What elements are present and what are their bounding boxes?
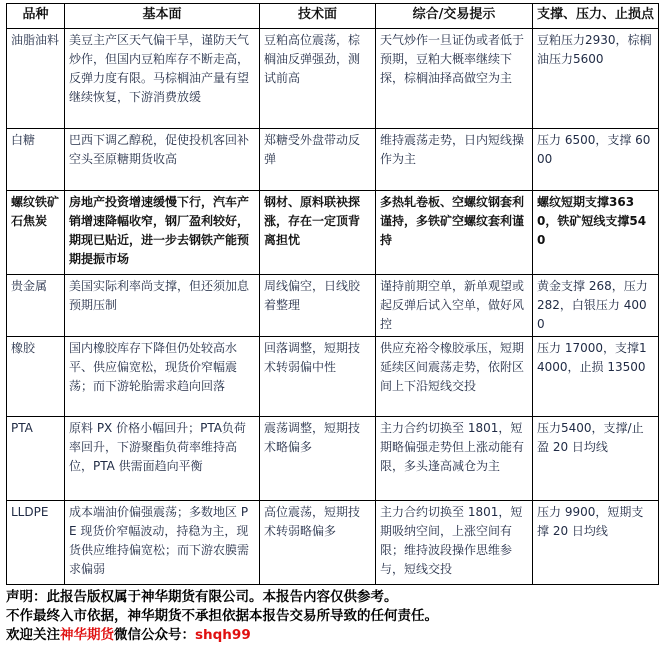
- levels-cell: 压力 9900，短期支撑 20 日均线: [533, 501, 659, 585]
- wechat-line: [6, 626, 658, 645]
- header-levels: 支撑、压力、止损点: [533, 4, 659, 29]
- technical-cell: 回落调整，短期技术转弱偏中性: [260, 337, 376, 417]
- fundamental-cell: 成本端油价偏强震荡；多数地区 PE 现货价窄幅波动，持稳为主，现货供应维持偏宽松；而下游农膜需求偏弱: [65, 501, 260, 585]
- header-technical: 技术面: [260, 4, 376, 29]
- summary-cell: 谨持前期空单，新单观望或起反弹后试入空单，做好风控: [376, 275, 533, 337]
- wechat-prefix: 欢迎关注: [6, 627, 60, 643]
- summary-cell: 主力合约切换至 1801，短期略偏强走势但上涨动能有限，多头逢高减仓为主: [376, 417, 533, 501]
- wechat-id: shqh99: [195, 627, 251, 643]
- disclaimer-line: 声明：此报告版权属于神华期货有限公司。本报告内容仅供参考。: [6, 589, 398, 605]
- fundamental-cell: 房地产投资增速缓慢下行，汽车产销增速降幅收窄，钢厂盈利较好，期现已贴近，进一步去钢铁产能预期提振市场: [65, 191, 260, 275]
- disclaimer-line: 不作最终入市依据，神华期货不承担依据本报告交易所导致的任何责任。: [6, 608, 438, 624]
- variety-cell: LLDPE: [7, 501, 65, 585]
- table-row: [7, 129, 659, 191]
- header-fundamental: 基本面: [65, 4, 260, 29]
- disclaimer-footer: [6, 588, 658, 645]
- variety-cell: PTA: [7, 417, 65, 501]
- summary-cell: 天气炒作一旦证伪或者低于预期，豆粕大概率继续下探，棕榈油择高做空为主: [376, 29, 533, 129]
- header-variety: 品种: [7, 4, 65, 29]
- fundamental-cell: 国内橡胶库存下降但仍处较高水平、供应偏宽松，现货价窄幅震荡；而下游轮胎需求趋向回落: [65, 337, 260, 417]
- brand-name: 神华期货: [60, 627, 114, 643]
- fundamental-cell: 美国实际利率尚支撑，但还须加息预期压制: [65, 275, 260, 337]
- wechat-label: 微信公众号：: [114, 627, 195, 643]
- levels-cell: 黄金支撑 268，压力282，白银压力 4000: [533, 275, 659, 337]
- table-row: [7, 417, 659, 501]
- summary-cell: 多热轧卷板、空螺纹钢套利谨持，多铁矿空螺纹套利谨持: [376, 191, 533, 275]
- technical-cell: 钢材、原料联袂探涨，存在一定顶背离担忧: [260, 191, 376, 275]
- technical-cell: 郑糖受外盘带动反弹: [260, 129, 376, 191]
- header-row: [7, 4, 659, 29]
- variety-cell: 贵金属: [7, 275, 65, 337]
- fundamental-cell: 原料 PX 价格小幅回升；PTA负荷率回升，下游聚酯负荷率维持高位，PTA 供需面趋向平衡: [65, 417, 260, 501]
- futures-report-table: [6, 3, 659, 585]
- variety-cell: 油脂油料: [7, 29, 65, 129]
- report-container: [6, 3, 658, 645]
- technical-cell: 周线偏空，日线胶着整理: [260, 275, 376, 337]
- technical-cell: 豆粕高位震荡，棕榈油反弹强劲，测试前高: [260, 29, 376, 129]
- technical-cell: 震荡调整，短期技术略偏多: [260, 417, 376, 501]
- summary-cell: 供应充裕令橡胶承压，短期延续区间震荡走势，依附区间上下沿短线交投: [376, 337, 533, 417]
- variety-cell: 螺纹铁矿石焦炭: [7, 191, 65, 275]
- table-row: [7, 275, 659, 337]
- fundamental-cell: 美豆主产区天气偏干旱，谨防天气炒作，但国内豆粕库存不断走高，反弹力度有限。马棕榈油产量有望继续恢复，下游消费放缓: [65, 29, 260, 129]
- levels-cell: 豆粕压力2930，棕榈油压力5600: [533, 29, 659, 129]
- fundamental-cell: 巴西下调乙醇税，促使投机客回补空头至原糖期货收高: [65, 129, 260, 191]
- levels-cell: 压力 6500，支撑 6000: [533, 129, 659, 191]
- variety-cell: 橡胶: [7, 337, 65, 417]
- levels-cell: 压力 17000，支撑14000，止损 13500: [533, 337, 659, 417]
- levels-cell: 压力5400，支撑/止盈 20 日均线: [533, 417, 659, 501]
- header-summary: 综合/交易提示: [376, 4, 533, 29]
- table-row: [7, 191, 659, 275]
- variety-cell: 白糖: [7, 129, 65, 191]
- technical-cell: 高位震荡，短期技术转弱略偏多: [260, 501, 376, 585]
- table-row: [7, 501, 659, 585]
- summary-cell: 主力合约切换至 1801，短期吸纳空间，上涨空间有限；维持波段操作思维参与，短线交投: [376, 501, 533, 585]
- levels-cell: 螺纹短期支撑3630，铁矿短线支撑540: [533, 191, 659, 275]
- table-row: [7, 29, 659, 129]
- table-row: [7, 337, 659, 417]
- summary-cell: 维持震荡走势，日内短线操作为主: [376, 129, 533, 191]
